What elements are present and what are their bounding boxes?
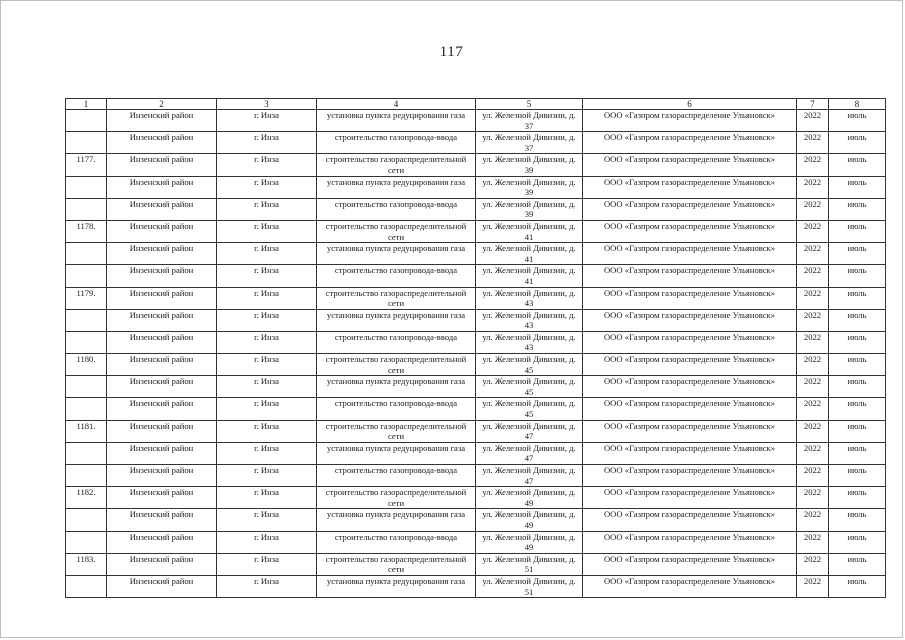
organization-cell: ООО «Газпром газораспределение Ульяновск» [583, 376, 797, 398]
address-cell: ул. Железной Дивизии, д. 39 [476, 176, 583, 198]
organization-cell: ООО «Газпром газораспределение Ульяновск» [583, 509, 797, 531]
organization-cell: ООО «Газпром газораспределение Ульяновск» [583, 243, 797, 265]
district-cell: Инзенский район [107, 265, 217, 287]
work-type-cell: строительство газопровода-ввода [317, 465, 476, 487]
year-cell: 2022 [797, 420, 829, 442]
organization-cell: ООО «Газпром газораспределение Ульяновск» [583, 354, 797, 376]
row-number-cell [66, 309, 107, 331]
city-cell: г. Инза [217, 442, 317, 464]
district-cell: Инзенский район [107, 287, 217, 309]
work-type-cell: строительство газораспределительной сети [317, 553, 476, 575]
organization-cell: ООО «Газпром газораспределение Ульяновск» [583, 575, 797, 597]
city-cell: г. Инза [217, 243, 317, 265]
district-cell: Инзенский район [107, 442, 217, 464]
district-cell: Инзенский район [107, 398, 217, 420]
row-number-cell: 1183. [66, 553, 107, 575]
district-cell: Инзенский район [107, 575, 217, 597]
row-number-cell [66, 110, 107, 132]
column-number-row [66, 99, 886, 110]
district-cell: Инзенский район [107, 509, 217, 531]
year-cell: 2022 [797, 110, 829, 132]
city-cell: г. Инза [217, 176, 317, 198]
district-cell: Инзенский район [107, 354, 217, 376]
work-type-cell: установка пункта редуцирования газа [317, 110, 476, 132]
year-cell: 2022 [797, 376, 829, 398]
organization-cell: ООО «Газпром газораспределение Ульяновск» [583, 398, 797, 420]
year-cell: 2022 [797, 154, 829, 176]
work-type-cell: строительство газораспределительной сети [317, 420, 476, 442]
month-cell: июль [829, 398, 886, 420]
month-cell: июль [829, 220, 886, 242]
city-cell: г. Инза [217, 465, 317, 487]
row-number-cell [66, 376, 107, 398]
row-number-cell [66, 176, 107, 198]
city-cell: г. Инза [217, 309, 317, 331]
city-cell: г. Инза [217, 376, 317, 398]
year-cell: 2022 [797, 198, 829, 220]
work-type-cell: строительство газораспределительной сети [317, 154, 476, 176]
work-type-cell: строительство газораспределительной сети [317, 287, 476, 309]
table-row [66, 465, 886, 487]
month-cell: июль [829, 487, 886, 509]
month-cell: июль [829, 553, 886, 575]
address-cell: ул. Железной Дивизии, д. 51 [476, 553, 583, 575]
month-cell: июль [829, 198, 886, 220]
district-cell: Инзенский район [107, 243, 217, 265]
year-cell: 2022 [797, 331, 829, 353]
year-cell: 2022 [797, 176, 829, 198]
month-cell: июль [829, 110, 886, 132]
organization-cell: ООО «Газпром газораспределение Ульяновск» [583, 110, 797, 132]
year-cell: 2022 [797, 575, 829, 597]
row-number-cell: 1182. [66, 487, 107, 509]
year-cell: 2022 [797, 442, 829, 464]
city-cell: г. Инза [217, 531, 317, 553]
district-cell: Инзенский район [107, 176, 217, 198]
city-cell: г. Инза [217, 487, 317, 509]
row-number-cell [66, 509, 107, 531]
work-type-cell: установка пункта редуцирования газа [317, 176, 476, 198]
work-type-cell: строительство газопровода-ввода [317, 331, 476, 353]
address-cell: ул. Железной Дивизии, д. 45 [476, 354, 583, 376]
organization-cell: ООО «Газпром газораспределение Ульяновск» [583, 198, 797, 220]
organization-cell: ООО «Газпром газораспределение Ульяновск» [583, 220, 797, 242]
row-number-cell [66, 398, 107, 420]
row-number-cell [66, 575, 107, 597]
address-cell: ул. Железной Дивизии, д. 37 [476, 110, 583, 132]
month-cell: июль [829, 331, 886, 353]
month-cell: июль [829, 376, 886, 398]
month-cell: июль [829, 265, 886, 287]
address-cell: ул. Железной Дивизии, д. 41 [476, 220, 583, 242]
column-number-header: 5 [476, 99, 583, 110]
column-number-header: 2 [107, 99, 217, 110]
table-body [66, 110, 886, 598]
month-cell: июль [829, 509, 886, 531]
column-number-header: 3 [217, 99, 317, 110]
organization-cell: ООО «Газпром газораспределение Ульяновск» [583, 487, 797, 509]
organization-cell: ООО «Газпром газораспределение Ульяновск» [583, 132, 797, 154]
district-cell: Инзенский район [107, 132, 217, 154]
row-number-cell [66, 265, 107, 287]
gasification-table [65, 98, 886, 598]
work-type-cell: строительство газораспределительной сети [317, 354, 476, 376]
work-type-cell: строительство газопровода-ввода [317, 398, 476, 420]
address-cell: ул. Железной Дивизии, д. 49 [476, 509, 583, 531]
address-cell: ул. Железной Дивизии, д. 39 [476, 198, 583, 220]
district-cell: Инзенский район [107, 376, 217, 398]
table-row [66, 309, 886, 331]
month-cell: июль [829, 132, 886, 154]
address-cell: ул. Железной Дивизии, д. 47 [476, 420, 583, 442]
organization-cell: ООО «Газпром газораспределение Ульяновск» [583, 309, 797, 331]
district-cell: Инзенский район [107, 465, 217, 487]
table-row [66, 220, 886, 242]
month-cell: июль [829, 465, 886, 487]
organization-cell: ООО «Газпром газораспределение Ульяновск» [583, 331, 797, 353]
table-row [66, 287, 886, 309]
city-cell: г. Инза [217, 553, 317, 575]
organization-cell: ООО «Газпром газораспределение Ульяновск» [583, 531, 797, 553]
city-cell: г. Инза [217, 220, 317, 242]
month-cell: июль [829, 243, 886, 265]
table-row [66, 575, 886, 597]
address-cell: ул. Железной Дивизии, д. 43 [476, 309, 583, 331]
year-cell: 2022 [797, 465, 829, 487]
work-type-cell: установка пункта редуцирования газа [317, 575, 476, 597]
district-cell: Инзенский район [107, 331, 217, 353]
column-number-header: 1 [66, 99, 107, 110]
year-cell: 2022 [797, 487, 829, 509]
month-cell: июль [829, 531, 886, 553]
row-number-cell [66, 465, 107, 487]
page-number: 117 [439, 44, 464, 60]
organization-cell: ООО «Газпром газораспределение Ульяновск» [583, 287, 797, 309]
year-cell: 2022 [797, 287, 829, 309]
column-number-header: 8 [829, 99, 886, 110]
table-row [66, 198, 886, 220]
year-cell: 2022 [797, 243, 829, 265]
district-cell: Инзенский район [107, 553, 217, 575]
address-cell: ул. Железной Дивизии, д. 41 [476, 265, 583, 287]
address-cell: ул. Железной Дивизии, д. 45 [476, 376, 583, 398]
district-cell: Инзенский район [107, 420, 217, 442]
year-cell: 2022 [797, 553, 829, 575]
year-cell: 2022 [797, 354, 829, 376]
row-number-cell: 1181. [66, 420, 107, 442]
table-row [66, 132, 886, 154]
city-cell: г. Инза [217, 398, 317, 420]
column-number-header: 7 [797, 99, 829, 110]
address-cell: ул. Железной Дивизии, д. 49 [476, 487, 583, 509]
work-type-cell: строительство газопровода-ввода [317, 265, 476, 287]
district-cell: Инзенский район [107, 531, 217, 553]
address-cell: ул. Железной Дивизии, д. 49 [476, 531, 583, 553]
organization-cell: ООО «Газпром газораспределение Ульяновск» [583, 442, 797, 464]
table-row [66, 154, 886, 176]
month-cell: июль [829, 442, 886, 464]
year-cell: 2022 [797, 309, 829, 331]
city-cell: г. Инза [217, 265, 317, 287]
city-cell: г. Инза [217, 354, 317, 376]
column-number-header: 6 [583, 99, 797, 110]
address-cell: ул. Железной Дивизии, д. 39 [476, 154, 583, 176]
table-row [66, 487, 886, 509]
district-cell: Инзенский район [107, 110, 217, 132]
address-cell: ул. Железной Дивизии, д. 47 [476, 442, 583, 464]
organization-cell: ООО «Газпром газораспределение Ульяновск» [583, 465, 797, 487]
month-cell: июль [829, 154, 886, 176]
district-cell: Инзенский район [107, 154, 217, 176]
address-cell: ул. Железной Дивизии, д. 43 [476, 287, 583, 309]
work-type-cell: строительство газораспределительной сети [317, 487, 476, 509]
city-cell: г. Инза [217, 509, 317, 531]
address-cell: ул. Железной Дивизии, д. 43 [476, 331, 583, 353]
organization-cell: ООО «Газпром газораспределение Ульяновск» [583, 553, 797, 575]
table-row [66, 442, 886, 464]
address-cell: ул. Железной Дивизии, д. 41 [476, 243, 583, 265]
district-cell: Инзенский район [107, 198, 217, 220]
table-row [66, 553, 886, 575]
column-number-header: 4 [317, 99, 476, 110]
table-row [66, 243, 886, 265]
year-cell: 2022 [797, 132, 829, 154]
row-number-cell [66, 442, 107, 464]
table-row [66, 265, 886, 287]
organization-cell: ООО «Газпром газораспределение Ульяновск» [583, 265, 797, 287]
month-cell: июль [829, 287, 886, 309]
table-row [66, 110, 886, 132]
address-cell: ул. Железной Дивизии, д. 47 [476, 465, 583, 487]
work-type-cell: установка пункта редуцирования газа [317, 376, 476, 398]
city-cell: г. Инза [217, 287, 317, 309]
month-cell: июль [829, 354, 886, 376]
row-number-cell: 1179. [66, 287, 107, 309]
table-row [66, 531, 886, 553]
month-cell: июль [829, 575, 886, 597]
city-cell: г. Инза [217, 420, 317, 442]
district-cell: Инзенский район [107, 487, 217, 509]
work-type-cell: строительство газопровода-ввода [317, 132, 476, 154]
address-cell: ул. Железной Дивизии, д. 45 [476, 398, 583, 420]
month-cell: июль [829, 309, 886, 331]
table-row [66, 331, 886, 353]
table-row [66, 420, 886, 442]
address-cell: ул. Железной Дивизии, д. 51 [476, 575, 583, 597]
table-row [66, 376, 886, 398]
row-number-cell: 1178. [66, 220, 107, 242]
year-cell: 2022 [797, 220, 829, 242]
table-row [66, 354, 886, 376]
table-row [66, 398, 886, 420]
row-number-cell [66, 531, 107, 553]
row-number-cell: 1180. [66, 354, 107, 376]
organization-cell: ООО «Газпром газораспределение Ульяновск» [583, 420, 797, 442]
row-number-cell [66, 132, 107, 154]
work-type-cell: строительство газопровода-ввода [317, 531, 476, 553]
year-cell: 2022 [797, 509, 829, 531]
work-type-cell: установка пункта редуцирования газа [317, 509, 476, 531]
city-cell: г. Инза [217, 110, 317, 132]
table-row [66, 509, 886, 531]
year-cell: 2022 [797, 531, 829, 553]
row-number-cell: 1177. [66, 154, 107, 176]
city-cell: г. Инза [217, 575, 317, 597]
work-type-cell: установка пункта редуцирования газа [317, 309, 476, 331]
work-type-cell: установка пункта редуцирования газа [317, 442, 476, 464]
city-cell: г. Инза [217, 132, 317, 154]
row-number-cell [66, 243, 107, 265]
work-type-cell: установка пункта редуцирования газа [317, 243, 476, 265]
month-cell: июль [829, 420, 886, 442]
month-cell: июль [829, 176, 886, 198]
organization-cell: ООО «Газпром газораспределение Ульяновск» [583, 176, 797, 198]
district-cell: Инзенский район [107, 220, 217, 242]
city-cell: г. Инза [217, 154, 317, 176]
city-cell: г. Инза [217, 198, 317, 220]
year-cell: 2022 [797, 265, 829, 287]
organization-cell: ООО «Газпром газораспределение Ульяновск» [583, 154, 797, 176]
city-cell: г. Инза [217, 331, 317, 353]
work-type-cell: строительство газопровода-ввода [317, 198, 476, 220]
row-number-cell [66, 331, 107, 353]
row-number-cell [66, 198, 107, 220]
work-type-cell: строительство газораспределительной сети [317, 220, 476, 242]
district-cell: Инзенский район [107, 309, 217, 331]
address-cell: ул. Железной Дивизии, д. 37 [476, 132, 583, 154]
table-row [66, 176, 886, 198]
year-cell: 2022 [797, 398, 829, 420]
